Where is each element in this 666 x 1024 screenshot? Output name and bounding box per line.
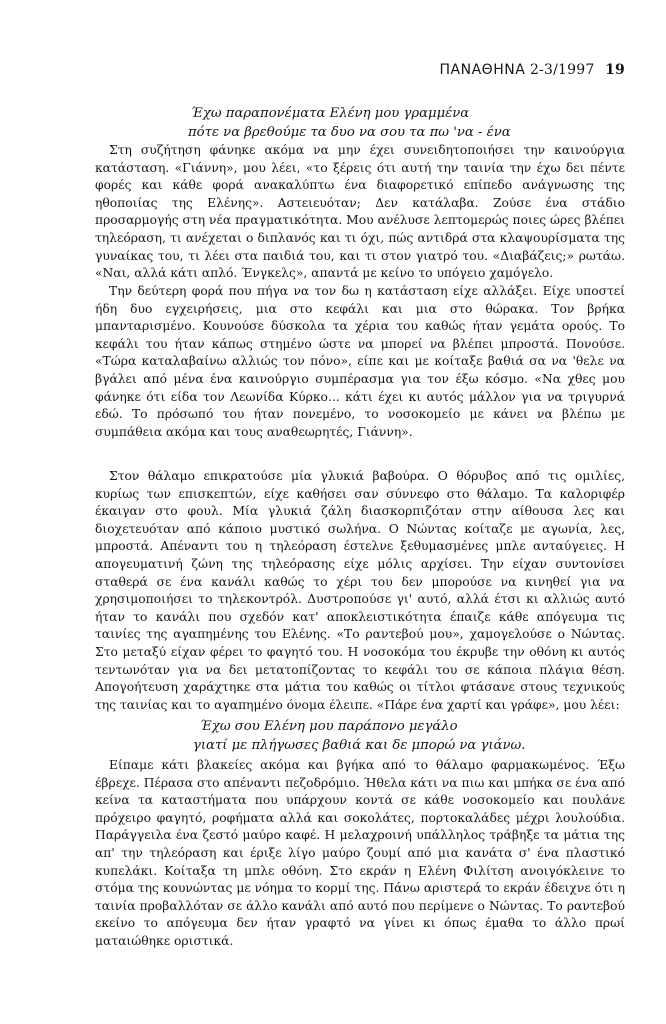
paragraph-1	[95, 142, 625, 283]
paragraph-text: Στον θάλαμο επικρατούσε μία γλυκιά βαβούρα. Ο θόρυβος από τις ομιλίες, κυρίως των επισκεπτών, είχε καθήσει σαν σύννεφο στο θάλαμο. Τα καλοριφέρ έκαιγαν στο φουλ. Μία γλυκιά ζάλη διασκορπιζόταν στην αίθουσα λες και διοχετευόταν από κάποιο μυστικό σωλήνα. Ο Νώντας κοίταζε με αγωνία, λες, μπροστά. Απέναντι του η τηλεόραση έστελνε ξεθυμασμένες μπλε ανταύγειες. Η απογευματινή ζώνη της τηλεόρασης είχε μόλις αρχίσει. Την είχαν συντονίσει σταθερά σε ένα κανάλι καθώς το χέρι του δεν μπορούσε να κινηθεί για να χρησιμοποιήσει το τηλεκοντρόλ. Δυστροπούσε γι' αυτό, αλλά έτσι κι αλλιώς αυτό ήταν το κανάλι που σχεδόν κατ' αποκλειστικότητα έπαιζε κάθε απόγευμα τις ταινίες της αγαπημένης του Ελένης. «Το ραντεβού μου», χαμογελούσε ο Νώντας. Στο μεταξύ είχαν φέρει το φαγητό του. Η νοσοκόμα του έκρυβε την οθόνη κι αυτός τεντωνόταν για να δει μετατοπίζοντας το κεφάλι του σε κάποια πλάγια θέση. Απογοήτευση χαράχτηκε στα μάτια του καθώς οι τίτλοι φτάσανε στους τεχνικούς της ταινίας και το αγαπημένο όνομα έλειπε. «Πάρε ένα χαρτί και γράφε», μου λέει:	[95, 469, 625, 712]
paragraph-text: Την δεύτερη φορά που πήγα να τον δω η κατάσταση είχε αλλάξει. Είχε υποστεί ήδη δυο εγχειρήσεις, μια στο κεφάλι και μια στο θώρακα. Τον βρήκα μπανταρισμένο. Κουνούσε δύσκολα τα χέρια του καθώς ήταν γεμάτα ορούς. Το κεφάλι του ήταν κάπως στημένο ώστε να μπορεί να βλέπει μπροστά. Πονούσε. «Τώρα καταλαβαίνω αλλιώς τον πόνο», είπε και με κοίταξε βαθιά σα να 'θελε να βγάλει από μένα ένα καινούργιο συμπέρασμα για τον έξω κόσμο. «Να χθες μου φάνηκε ότι είδα τον Λεωνίδα Κύρκο... κάτι έχει κι αυτός μάλλον για να τριγυρνά εδώ. Το πρόσωπό του ήταν πονεμένο, το νοσοκομείο με κάνει να βλέπω με συμπάθεια ακόμα και τους αναθεωρητές, Γιάννη».	[95, 284, 625, 439]
magazine-title: ΠΑΝΑΘΗΝΑ	[439, 62, 526, 78]
poem-line: Έχω παραπονέματα Ελένη μου γραμμένα	[191, 106, 470, 121]
page-number: 19	[605, 62, 625, 78]
paragraph-text: Είπαμε κάτι βλακείες ακόμα και βγήκα από το θάλαμο φαρμακωμένος. Έξω έβρεχε. Πέρασα στο απέναντι πεζοδρόμιο. Ήθελα κάτι να πιω και μπήκα σε ένα από κείνα τα καταστήματα που υπάρχουν κοντά σε κάθε νοσοκομείο και πουλάνε πρόχειρο φαγητό, ροφήματα αλλά και σοκολάτες, πορτοκαλάδες μέχρι λουλούδια. Παράγγειλα ένα ζεστό μαύρο καφέ. Η μελαχροινή υπάλληλος τράβηξε τα μάτια της απ' την τηλεόραση και έριξε λίγο μαύρο ζουμί από μια κανάτα σ' ένα πλαστικό κυπελάκι. Κοίταξα τη μπλε οθόνη. Στο εκράν η Ελένη Φιλίτση ανοιγόκλεινε το στόμα της κουνώντας με νόημα το κορμί της. Πάνω αριστερά το εκράν έδειχνε ότι η ταινία προβαλλόταν σε άλλο κανάλι από αυτό που περίμενε ο Νώντας. Το ραντεβού εκείνο το απόγευμα δεν ήταν γραφτό να γίνει κι όπως έμαθα το άλλο πρωί ματαιώθηκε οριστικά.	[95, 758, 625, 948]
paragraph-3	[95, 468, 625, 714]
paragraph-2	[95, 283, 625, 441]
poem-verse-2	[95, 717, 625, 755]
poem-line: Έχω σου Ελένη μου παράπονο μεγάλο	[200, 719, 458, 734]
poem-line: γιατί με πλήγωσες βαθιά και δε μπορώ να γιάνω.	[193, 738, 526, 753]
poem-verse-1	[95, 104, 625, 142]
poem-line: πότε να βρεθούμε τα δυο να σου τα πω 'να - ένα	[188, 125, 511, 140]
paragraph-text: Στη συζήτηση φάνηκε ακόμα να μην έχει συνειδητοποιήσει την καινούργια κατάσταση. «Γιάννη», μου λέει, «το ξέρεις ότι αυτή την ταινία την έχω δει πέντε φορές και κάθε φορά ανακαλύπτω ένα διαφορετικό επίπεδο ανάγνωσης της ηθοποιίας της Ελένης». Αστειευόταν; Δεν κατάλαβα. Ζούσε ένα στάδιο προσαρμογής στη νέα πραγματικότητα. Μου ανέλυσε λεπτομερώς ποιες ώρες βλέπει τηλεόραση, τι ανέχεται ο διπλανός και τι όχι, πώς αντιδρά στα κλαψουρίσματα της γυναίκας του, τι λέει στα παιδιά του, και τι στον γιατρό του. «Διαβάζεις;» ρωτάω. «Ναι, αλλά κάτι απλό. Ένγκελς», απαντά με κείνο το υπόγειο χαμόγελο.	[95, 143, 625, 281]
paragraph-4	[95, 757, 625, 951]
page-header	[95, 62, 625, 78]
issue-date: 2-3/1997	[529, 62, 595, 78]
